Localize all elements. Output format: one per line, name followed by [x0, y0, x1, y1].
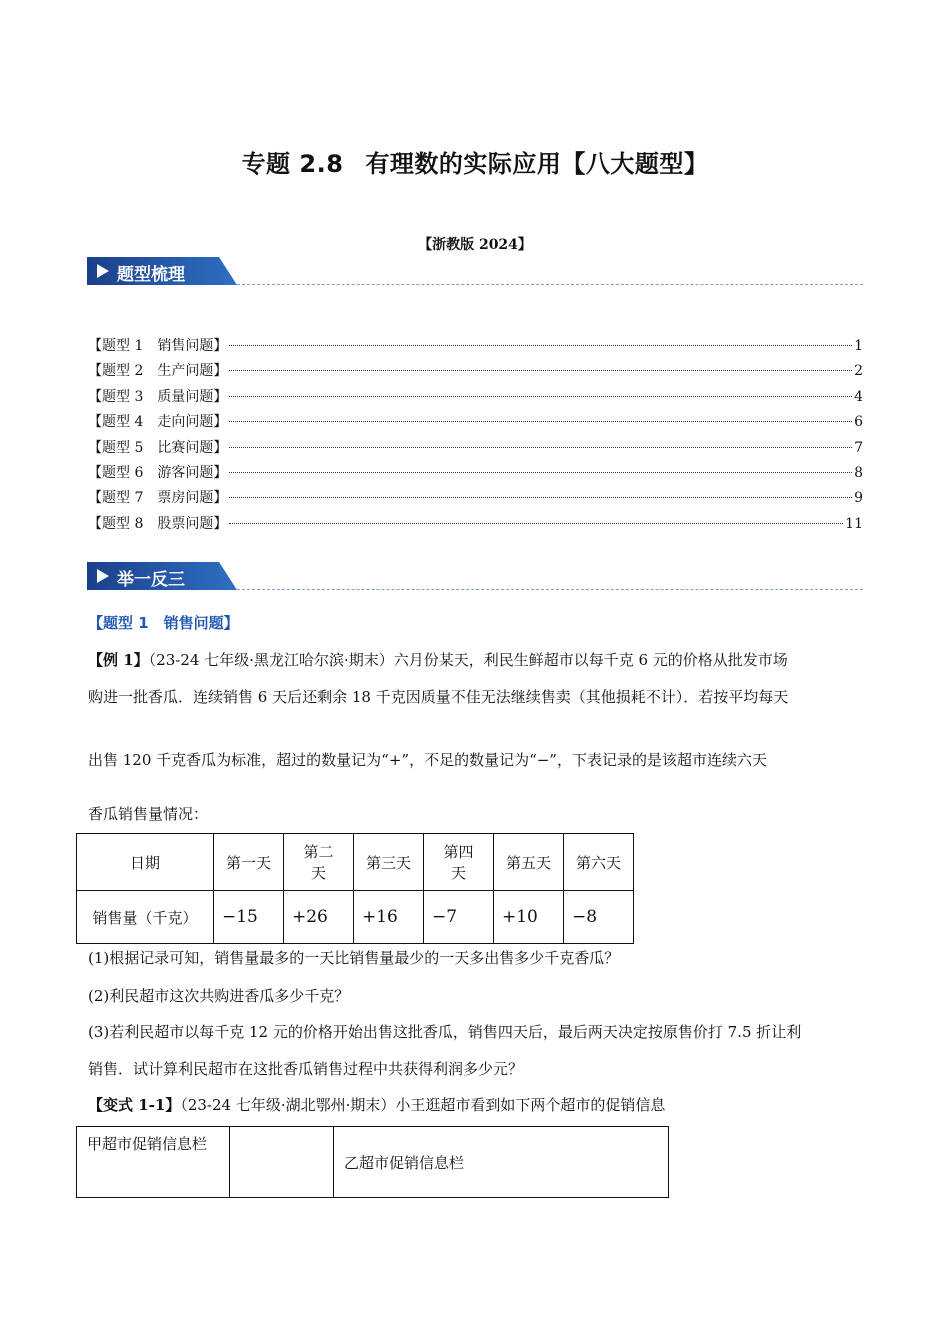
toc-item[interactable] — [88, 487, 863, 512]
toc-leader — [229, 523, 843, 524]
example-tag: 【例 1】 — [88, 651, 149, 669]
title-part1: 专题 2.8 — [241, 150, 344, 178]
toc-leader — [229, 447, 852, 448]
toc-label: 【题型 2 生产问题】 — [88, 363, 228, 380]
toc-item[interactable] — [88, 335, 863, 360]
table-cell: +26 — [284, 891, 354, 944]
table-header-cell: 第三天 — [354, 834, 424, 891]
question-2: (2)利民超市这次共购进香瓜多少千克？ — [88, 987, 350, 1005]
toc-leader — [229, 396, 852, 397]
table-header-cell: 第一天 — [214, 834, 284, 891]
promo-table — [76, 1126, 669, 1198]
sales-table — [76, 833, 634, 944]
example-line: 香瓜销售量情况： — [88, 805, 209, 823]
edition-label: 【浙教版 2024】 — [418, 237, 532, 253]
banner-divider — [237, 284, 863, 285]
toc-item[interactable] — [88, 386, 863, 411]
table-header-cell: 第五天 — [494, 834, 564, 891]
table-cell: −7 — [424, 891, 494, 944]
toc-label: 【题型 4 走向问题】 — [88, 414, 228, 431]
toc-page: 6 — [854, 414, 863, 431]
table-header-cell: 第四天 — [424, 834, 494, 891]
toc-item[interactable] — [88, 462, 863, 487]
toc-leader — [229, 421, 852, 422]
example-text: （23-24 七年级·黑龙江哈尔滨·期末）六月份某天，利民生鲜超市以每千克 6 元的价格从批发市场 — [148, 651, 788, 669]
variant-tag: 【变式 1-1】 — [88, 1096, 181, 1114]
play-icon — [97, 569, 109, 583]
table-row — [77, 891, 634, 944]
examples-banner — [87, 562, 863, 592]
table-cell: +16 — [354, 891, 424, 944]
table-header-cell: 第二天 — [284, 834, 354, 891]
page-title — [0, 144, 950, 179]
toc-leader — [229, 370, 852, 371]
toc-label: 【题型 5 比赛问题】 — [88, 439, 228, 456]
toc-leader — [229, 345, 852, 346]
table-header-row — [77, 834, 634, 891]
table-cell: +10 — [494, 891, 564, 944]
table-cell: −15 — [214, 891, 284, 944]
variant-text: （23-24 七年级·湖北鄂州·期末）小王逛超市看到如下两个超市的促销信息 — [180, 1096, 666, 1114]
banner-divider — [237, 589, 863, 590]
toc-label: 【题型 6 游客问题】 — [88, 464, 228, 481]
toc-label: 【题型 8 股票问题】 — [88, 515, 228, 532]
toc-page: 1 — [854, 338, 863, 354]
question-3-cont: 销售．试计算利民超市在这批香瓜销售过程中共获得利润多少元？ — [88, 1060, 524, 1078]
toc-page: 9 — [854, 490, 863, 507]
example-line: 出售 120 千克香瓜为标准，超过的数量记为“+”，不足的数量记为“−”，下表记录的是该超市连续六天 — [88, 751, 767, 769]
title-part2: 有理数的实际应用【八大题型】 — [365, 150, 709, 178]
toc-item[interactable] — [88, 360, 863, 385]
table-header-cell: 第六天 — [564, 834, 634, 891]
section-heading: 【题型 1 销售问题】 — [88, 614, 239, 632]
toc-page: 11 — [845, 515, 863, 532]
toc-page: 2 — [854, 363, 863, 380]
example-line — [88, 649, 863, 671]
example-line: 购进一批香瓜．连续销售 6 天后还剩余 18 千克因质量不佳无法继续售卖（其他损耗不计）．若按平均每天 — [88, 688, 789, 706]
table-row — [77, 1127, 669, 1198]
toc-label: 【题型 7 票房问题】 — [88, 490, 228, 507]
play-icon — [97, 264, 109, 278]
question-1: (1)根据记录可知，销售量最多的一天比销售量最少的一天多出售多少千克香瓜？ — [88, 949, 620, 967]
toc-label: 【题型 3 质量问题】 — [88, 388, 228, 405]
table-cell: −8 — [564, 891, 634, 944]
toc-leader — [229, 497, 852, 498]
question-3: (3)若利民超市以每千克 12 元的价格开始出售这批香瓜，销售四天后，最后两天决定按原售价打 7.5 折让利 — [88, 1023, 802, 1041]
toc-label: 【题型 1 销售问题】 — [88, 338, 228, 354]
banner-label: 题型梳理 — [117, 265, 185, 285]
toc-banner — [87, 257, 863, 287]
toc-leader — [229, 472, 852, 473]
promo-cell-a: 甲超市促销信息栏 — [77, 1127, 230, 1198]
toc-item[interactable] — [88, 437, 863, 462]
table-row-label: 销售量（千克） — [77, 891, 214, 944]
promo-cell-b: 乙超市促销信息栏 — [334, 1127, 669, 1198]
toc-page: 7 — [854, 439, 863, 456]
table-header-cell: 日期 — [77, 834, 214, 891]
toc-page: 8 — [854, 464, 863, 481]
promo-cell-empty — [230, 1127, 334, 1198]
table-of-contents — [88, 335, 863, 538]
toc-page: 4 — [854, 388, 863, 405]
banner-label: 举一反三 — [117, 570, 185, 590]
toc-item[interactable] — [88, 513, 863, 538]
variant-line — [88, 1094, 863, 1116]
toc-item[interactable] — [88, 411, 863, 436]
